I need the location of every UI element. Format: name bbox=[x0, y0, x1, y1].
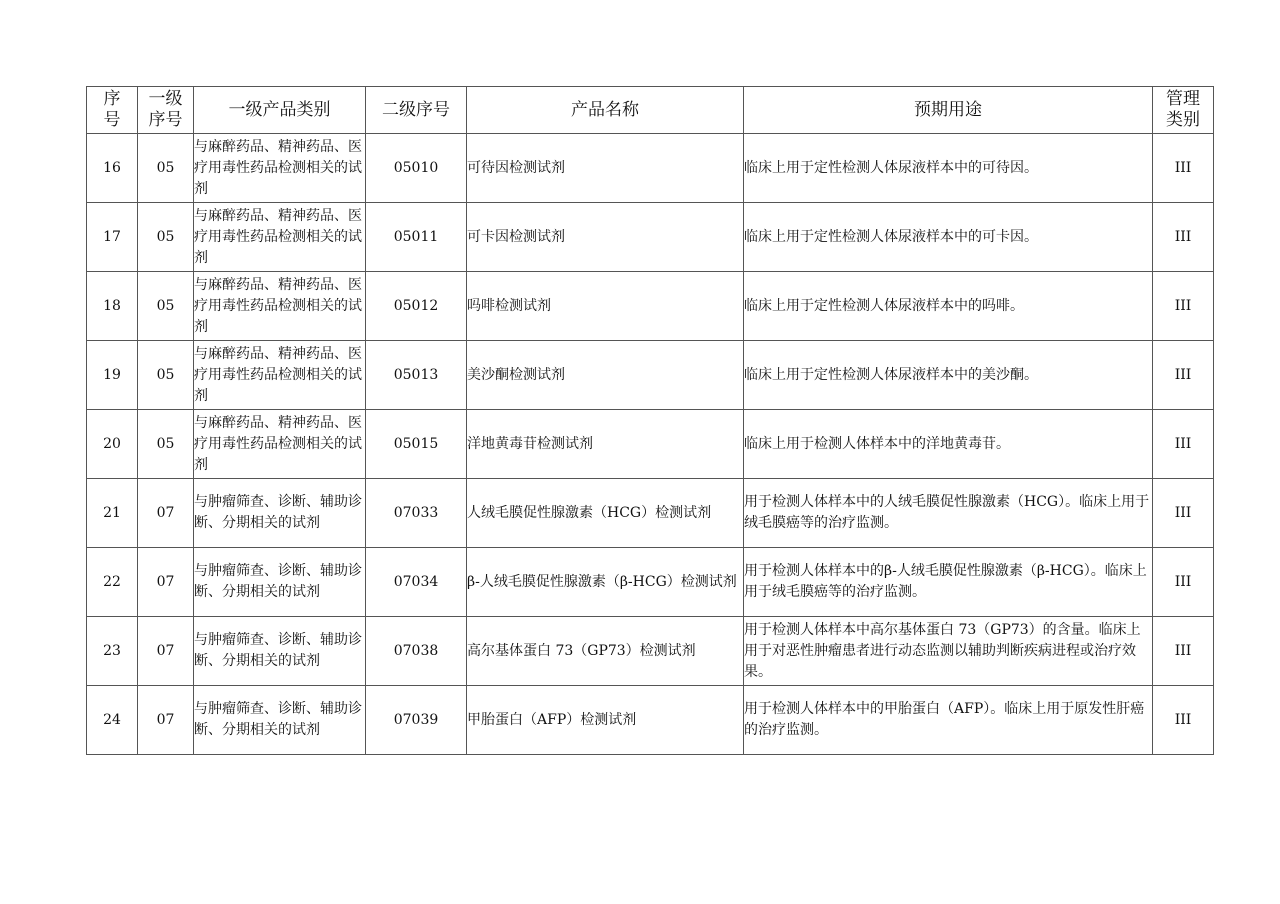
table-row bbox=[87, 272, 1214, 341]
cell-level1-no: 05 bbox=[138, 203, 194, 272]
cell-level2-no: 07034 bbox=[366, 548, 467, 617]
cell-level1-no: 05 bbox=[138, 272, 194, 341]
table-body bbox=[87, 134, 1214, 755]
cell-serial-no: 21 bbox=[87, 479, 138, 548]
cell-intended-use: 临床上用于定性检测人体尿液样本中的可卡因。 bbox=[744, 203, 1153, 272]
cell-level2-no: 05015 bbox=[366, 410, 467, 479]
cell-management-class: III bbox=[1153, 548, 1214, 617]
cell-level1-no: 05 bbox=[138, 134, 194, 203]
cell-serial-no: 16 bbox=[87, 134, 138, 203]
cell-management-class: III bbox=[1153, 479, 1214, 548]
cell-product-name: 吗啡检测试剂 bbox=[467, 272, 744, 341]
cell-intended-use: 用于检测人体样本中的甲胎蛋白（AFP）。临床上用于原发性肝癌的治疗监测。 bbox=[744, 686, 1153, 755]
cell-level1-no: 05 bbox=[138, 341, 194, 410]
cell-level2-no: 05012 bbox=[366, 272, 467, 341]
cell-serial-no: 20 bbox=[87, 410, 138, 479]
header-management-class: 管理 类别 bbox=[1153, 87, 1214, 134]
header-product-name: 产品名称 bbox=[467, 87, 744, 134]
cell-intended-use: 临床上用于定性检测人体尿液样本中的吗啡。 bbox=[744, 272, 1153, 341]
cell-management-class: III bbox=[1153, 617, 1214, 686]
cell-intended-use: 用于检测人体样本中高尔基体蛋白 73（GP73）的含量。临床上用于对恶性肿瘤患者进行动态监测以辅助判断疾病进程或治疗效果。 bbox=[744, 617, 1153, 686]
cell-serial-no: 19 bbox=[87, 341, 138, 410]
header-level1-no: 一级 序号 bbox=[138, 87, 194, 134]
cell-product-name: β-人绒毛膜促性腺激素（β-HCG）检测试剂 bbox=[467, 548, 744, 617]
cell-level1-no: 07 bbox=[138, 617, 194, 686]
cell-intended-use: 临床上用于定性检测人体尿液样本中的可待因。 bbox=[744, 134, 1153, 203]
cell-product-name: 美沙酮检测试剂 bbox=[467, 341, 744, 410]
cell-product-name: 洋地黄毒苷检测试剂 bbox=[467, 410, 744, 479]
cell-intended-use: 临床上用于定性检测人体尿液样本中的美沙酮。 bbox=[744, 341, 1153, 410]
cell-level1-no: 07 bbox=[138, 686, 194, 755]
cell-intended-use: 临床上用于检测人体样本中的洋地黄毒苷。 bbox=[744, 410, 1153, 479]
cell-management-class: III bbox=[1153, 686, 1214, 755]
table-row bbox=[87, 479, 1214, 548]
header-serial-no: 序 号 bbox=[87, 87, 138, 134]
cell-level2-no: 05013 bbox=[366, 341, 467, 410]
cell-level1-category: 与肿瘤筛查、诊断、辅助诊断、分期相关的试剂 bbox=[194, 479, 366, 548]
header-level1-category: 一级产品类别 bbox=[194, 87, 366, 134]
table-row bbox=[87, 548, 1214, 617]
header-row bbox=[87, 87, 1214, 134]
cell-level2-no: 05011 bbox=[366, 203, 467, 272]
cell-level1-category: 与麻醉药品、精神药品、医疗用毒性药品检测相关的试剂 bbox=[194, 272, 366, 341]
cell-serial-no: 18 bbox=[87, 272, 138, 341]
cell-product-name: 甲胎蛋白（AFP）检测试剂 bbox=[467, 686, 744, 755]
cell-product-name: 高尔基体蛋白 73（GP73）检测试剂 bbox=[467, 617, 744, 686]
cell-level1-no: 07 bbox=[138, 548, 194, 617]
cell-intended-use: 用于检测人体样本中的人绒毛膜促性腺激素（HCG）。临床上用于绒毛膜癌等的治疗监测。 bbox=[744, 479, 1153, 548]
cell-serial-no: 17 bbox=[87, 203, 138, 272]
cell-management-class: III bbox=[1153, 410, 1214, 479]
cell-management-class: III bbox=[1153, 272, 1214, 341]
cell-intended-use: 用于检测人体样本中的β-人绒毛膜促性腺激素（β-HCG）。临床上用于绒毛膜癌等的治疗监测。 bbox=[744, 548, 1153, 617]
header-level2-no: 二级序号 bbox=[366, 87, 467, 134]
cell-level1-category: 与肿瘤筛查、诊断、辅助诊断、分期相关的试剂 bbox=[194, 686, 366, 755]
table-row bbox=[87, 686, 1214, 755]
cell-level2-no: 05010 bbox=[366, 134, 467, 203]
cell-serial-no: 22 bbox=[87, 548, 138, 617]
cell-level2-no: 07033 bbox=[366, 479, 467, 548]
cell-level1-no: 07 bbox=[138, 479, 194, 548]
cell-management-class: III bbox=[1153, 203, 1214, 272]
table-row bbox=[87, 410, 1214, 479]
cell-level1-category: 与麻醉药品、精神药品、医疗用毒性药品检测相关的试剂 bbox=[194, 134, 366, 203]
table-row bbox=[87, 134, 1214, 203]
cell-level2-no: 07038 bbox=[366, 617, 467, 686]
cell-management-class: III bbox=[1153, 134, 1214, 203]
cell-level1-category: 与麻醉药品、精神药品、医疗用毒性药品检测相关的试剂 bbox=[194, 410, 366, 479]
cell-serial-no: 24 bbox=[87, 686, 138, 755]
table-row bbox=[87, 341, 1214, 410]
cell-level1-category: 与麻醉药品、精神药品、医疗用毒性药品检测相关的试剂 bbox=[194, 203, 366, 272]
cell-level1-category: 与麻醉药品、精神药品、医疗用毒性药品检测相关的试剂 bbox=[194, 341, 366, 410]
product-catalog-table bbox=[86, 86, 1214, 755]
cell-level1-no: 05 bbox=[138, 410, 194, 479]
cell-level1-category: 与肿瘤筛查、诊断、辅助诊断、分期相关的试剂 bbox=[194, 617, 366, 686]
cell-level2-no: 07039 bbox=[366, 686, 467, 755]
cell-product-name: 可待因检测试剂 bbox=[467, 134, 744, 203]
header-intended-use: 预期用途 bbox=[744, 87, 1153, 134]
cell-product-name: 人绒毛膜促性腺激素（HCG）检测试剂 bbox=[467, 479, 744, 548]
cell-level1-category: 与肿瘤筛查、诊断、辅助诊断、分期相关的试剂 bbox=[194, 548, 366, 617]
cell-management-class: III bbox=[1153, 341, 1214, 410]
table-row bbox=[87, 617, 1214, 686]
table-row bbox=[87, 203, 1214, 272]
cell-product-name: 可卡因检测试剂 bbox=[467, 203, 744, 272]
cell-serial-no: 23 bbox=[87, 617, 138, 686]
